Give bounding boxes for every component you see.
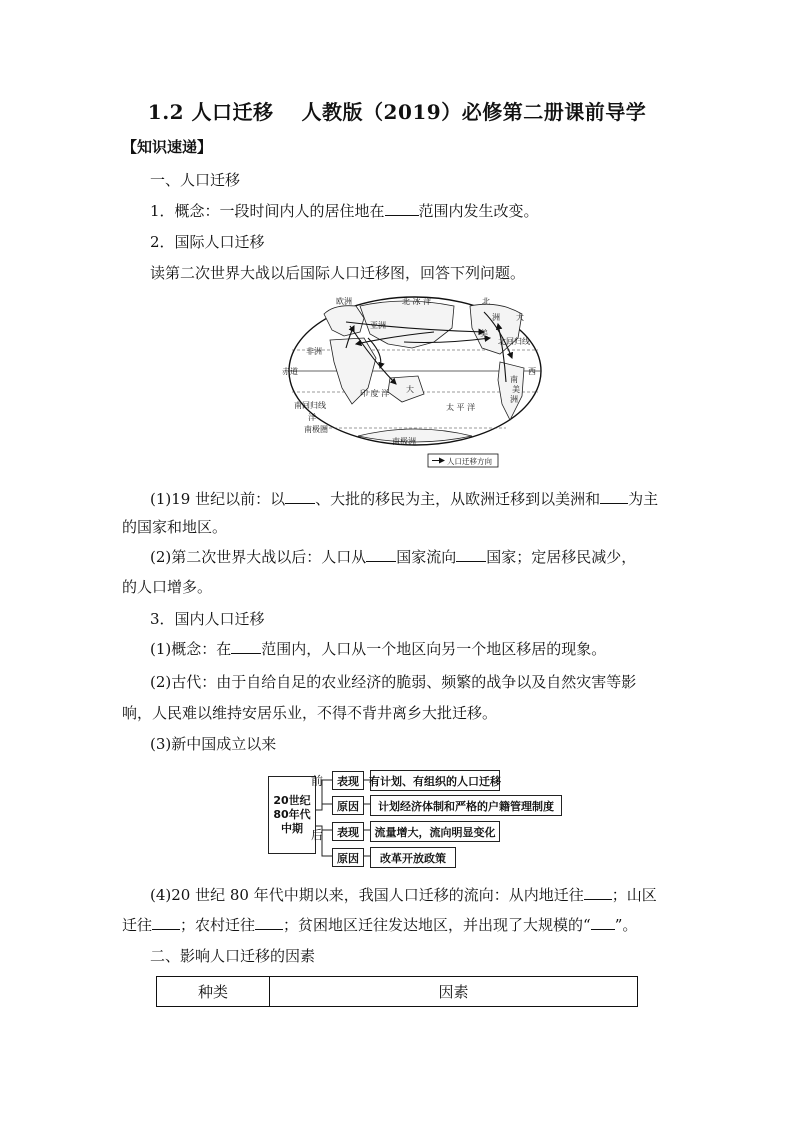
label-big: 大: [516, 313, 524, 322]
label-america-mid: 美: [480, 329, 488, 338]
blank[interactable]: [600, 488, 628, 504]
label-ocean: 洋: [308, 413, 316, 422]
title-right: 人教版（2019）必修第二册课前导学: [301, 100, 647, 124]
label-north-b: 洲: [492, 313, 500, 322]
domestic-heading: 3．国内人口迁移: [150, 610, 265, 628]
blank[interactable]: [385, 200, 419, 216]
table-header-cell: 因素: [270, 977, 638, 1007]
concept-line: 1．概念：一段时间内人的居住地在 范围内发生改变。: [150, 202, 539, 220]
diagram-tag: 原因: [332, 796, 364, 815]
q2-line2: 的人口增多。: [122, 578, 213, 596]
title-left: 1.2 人口迁移: [147, 100, 274, 124]
q1-line1: (1)19 世纪以前：以 、大批的移民为主，从欧洲迁移到以美洲和 为主: [150, 490, 659, 508]
blank[interactable]: [231, 638, 261, 654]
intl-heading: 2．国际人口迁移: [150, 233, 265, 251]
label-sa-b: 美: [512, 385, 520, 394]
heading-migration: 一、人口迁移: [150, 171, 241, 189]
d1-line: (1)概念：在 范围内，人口从一个地区向另一个地区移居的现象。: [150, 640, 607, 658]
label-sa-a: 南: [510, 375, 518, 384]
d4-line1: (4)20 世纪 80 年代中期以来，我国人口迁移的流向：从内地迁往 ；山区: [150, 886, 657, 904]
table-row: [157, 977, 638, 1007]
section-header: 【知识速递】: [122, 138, 213, 156]
label-tropic-capricorn: 南回归线: [294, 401, 326, 410]
label-west: 西: [528, 367, 536, 376]
q1-line2: 的国家和地区。: [122, 518, 228, 536]
diagram-row-text: 计划经济体制和严格的户籍管理制度: [370, 795, 562, 816]
page-title: [0, 96, 794, 125]
label-sa-c: 洲: [510, 395, 518, 404]
d2-line2: 响，人民难以维持安居乐业，不得不背井离乡大批迁移。: [122, 704, 498, 722]
diagram-after: 后: [311, 828, 324, 842]
blank[interactable]: [285, 488, 315, 504]
label-north: 北: [482, 297, 490, 306]
label-arctic: 北 冰 洋: [402, 297, 432, 306]
diagram-row-text: 有计划、有组织的人口迁移: [370, 770, 500, 791]
legend-label: 人口迁移方向: [447, 457, 492, 466]
label-tropic-cancer: 北回归线: [498, 337, 530, 346]
label-africa: 非洲: [306, 347, 322, 356]
blank[interactable]: [584, 884, 612, 900]
blank[interactable]: [152, 914, 180, 930]
diagram-row-text: 流量增大，流向明显变化: [370, 821, 500, 842]
migration-map: [284, 292, 546, 472]
label-indian-ocean: 印 度 洋: [360, 389, 390, 398]
map-prompt: 读第二次世界大战以后国际人口迁移图，回答下列问题。: [150, 264, 526, 282]
label-pacific: 太 平 洋: [446, 403, 476, 412]
label-europe: 欧洲: [336, 297, 352, 306]
blank[interactable]: [366, 546, 396, 562]
diagram-tag: 原因: [332, 848, 364, 867]
blank[interactable]: [255, 914, 283, 930]
label-equator: 赤道: [282, 367, 298, 376]
q2-line1: (2)第二次世界大战以后：人口从 国家流向 国家；定居移民减少，: [150, 548, 637, 566]
label-oceania: 大: [406, 385, 414, 394]
factors-heading: 二、影响人口迁移的因素: [150, 947, 316, 965]
diagram-row-text: 改革开放政策: [370, 847, 456, 868]
diagram-before: 前: [311, 774, 324, 788]
d4-line2: 迁往 ；农村迁往 ；贫困地区迁往发达地区，并出现了大规模的“ ”。: [122, 916, 638, 934]
blank[interactable]: [456, 546, 486, 562]
d2-line1: (2)古代：由于自给自足的农业经济的脆弱、频繁的战争以及自然灾害等影: [150, 673, 637, 691]
factors-table: [156, 976, 638, 1007]
blank[interactable]: [591, 914, 615, 930]
label-antarctica: 南极洲: [392, 437, 416, 446]
diagram-tag: 表现: [332, 771, 364, 790]
d3-line: (3)新中国成立以来: [150, 735, 277, 753]
diagram-center: 20世纪 80年代 中期: [268, 776, 316, 854]
label-antarctic-circle: 南极圈: [304, 425, 328, 434]
label-asia: 亚洲: [370, 321, 386, 330]
table-header-cell: 种类: [157, 977, 270, 1007]
diagram-tag: 表现: [332, 822, 364, 841]
